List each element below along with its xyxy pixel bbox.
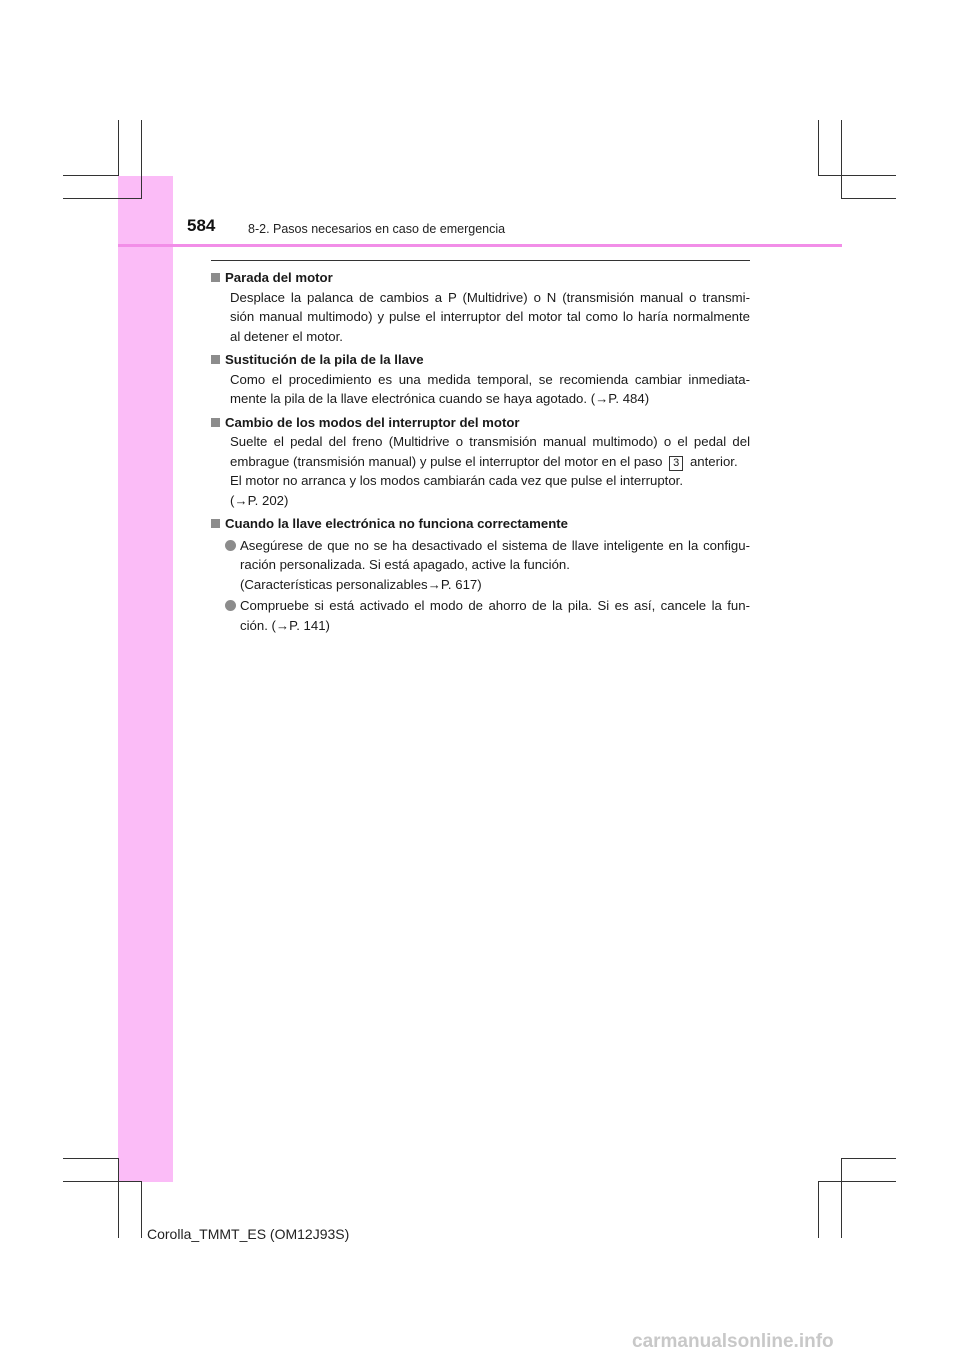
crop-mark [818, 1181, 896, 1182]
step-reference-box: 3 [669, 456, 683, 471]
crop-mark [818, 175, 896, 176]
text-line [230, 452, 750, 472]
text-fragment: anterior. [689, 453, 738, 469]
section-title: 8-2. Pasos necesarios en caso de emergencia [248, 222, 506, 236]
round-bullet-icon [225, 540, 236, 551]
crop-mark [63, 1158, 118, 1159]
crop-mark [63, 1181, 142, 1182]
square-bullet-icon [211, 418, 220, 427]
side-color-band [118, 176, 173, 1182]
crop-mark [841, 1158, 896, 1159]
item-paragraph [230, 288, 750, 347]
crop-mark [63, 175, 118, 176]
watermark: carmanualsonline.info [632, 1331, 834, 1352]
item-title: Cuando la llave electrónica no funciona correctamente [225, 516, 568, 531]
text-line: Asegúrese de que no se ha desactivado el sistema de llave inteligente en la configu- [240, 537, 750, 553]
text-line: (→P. 202) [230, 492, 289, 508]
text-line: Compruebe si está activado el modo de ahorro de la pila. Si es así, cancele la fun- [240, 598, 750, 613]
text-line: Suelte el pedal del freno (Multidrive o transmisión manual multimodo) o el pedal del [230, 434, 750, 449]
square-bullet-icon [211, 273, 220, 282]
item-title: Parada del motor [225, 270, 333, 285]
item-paragraph [230, 432, 750, 510]
crop-mark [118, 120, 119, 176]
round-bullet-icon [225, 600, 236, 611]
text-line: al detener el motor. [230, 328, 343, 344]
crop-mark [141, 1181, 142, 1238]
crop-mark [63, 198, 142, 199]
text-line: mente la pila de la llave electrónica cuando se haya agotado. (→P. 484) [230, 391, 650, 406]
item-paragraph [230, 370, 750, 409]
item-title: Sustitución de la pila de la llave [225, 352, 424, 367]
crop-mark [841, 120, 842, 198]
text-line: (Características personalizables→P. 617) [240, 576, 482, 592]
item-title: Cambio de los modos del interruptor del motor [225, 414, 520, 430]
text-line: ración personalizada. Si está apagado, active la función. [240, 557, 570, 572]
text-fragment: embrague (transmisión manual) y pulse el interruptor del motor en el paso [230, 453, 663, 469]
list-item [225, 596, 750, 635]
list-item [225, 536, 750, 595]
content-divider [211, 260, 750, 261]
crop-mark [118, 1158, 119, 1238]
crop-mark [818, 120, 819, 176]
crop-mark [841, 198, 896, 199]
item-parada-motor [211, 268, 750, 346]
item-cambio-modos [211, 413, 750, 511]
item-llave-no-funciona [211, 514, 750, 635]
text-line: Desplace la palanca de cambios a P (Multidrive) o N (transmisión manual o transmi- [230, 289, 750, 305]
crop-mark [818, 1181, 819, 1238]
text-line: ción. (→P. 141) [240, 617, 330, 633]
page-number: 584 [187, 216, 216, 235]
crop-mark [841, 1158, 842, 1238]
item-sustitucion-pila [211, 350, 750, 409]
text-line: Como el procedimiento es una medida temporal, se recomienda cambiar inmediata- [230, 371, 750, 387]
crop-mark [141, 120, 142, 198]
header-rule [118, 244, 842, 247]
text-line: sión manual multimodo) y pulse el interruptor del motor tal como lo haría normalmente [230, 309, 750, 324]
square-bullet-icon [211, 519, 220, 528]
content-body [211, 268, 750, 639]
square-bullet-icon [211, 355, 220, 364]
text-line: El motor no arranca y los modos cambiarán cada vez que pulse el interruptor. [230, 473, 684, 488]
footer-document-id: Corolla_TMMT_ES (OM12J93S) [147, 1226, 350, 1242]
